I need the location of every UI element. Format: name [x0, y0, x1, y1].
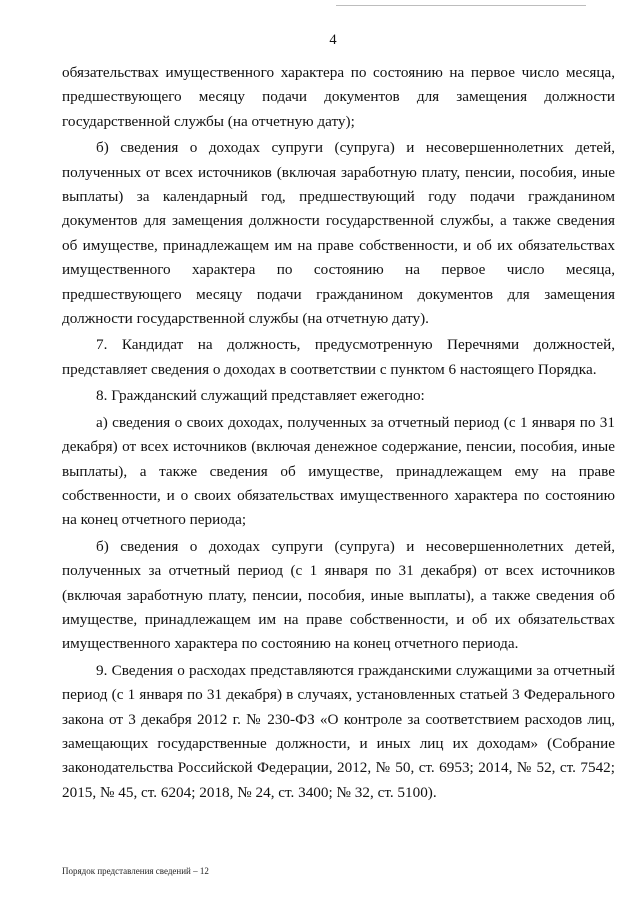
paragraph-continuation: обязательствах имущественного характера по состоянию на первое число месяца, предшествующего месяцу подачи документов для замещения должности государственной службы (на отчетную дату);	[62, 64, 615, 130]
paragraph-8-civil-servant: 8. Гражданский служащий представляет ежегодно:	[96, 387, 425, 405]
document-body	[62, 61, 615, 805]
paragraph-6b-spouse-income: б) сведения о доходах супруги (супруга) и несовершеннолетних детей, полученных от всех источников (включая заработную плату, пенсии, пособия, иные выплаты) за календарный год, предшествующий году подачи гражданином документов для замещения должности государственной службы, а также сведения об имуществе, принадлежащем им на праве собственности, и об их обязательствах имущественного характера по состоянию на первое число месяца, предшествующего месяцу подачи гражданином документов для замещения должности государственной службы (на отчетную дату).	[62, 139, 615, 328]
footer-note: Порядок представления сведений – 12	[62, 866, 209, 876]
paragraph-8a-own-income: а) сведения о своих доходах, полученных за отчетный период (с 1 января по 31 декабря) от всех источников (включая денежное содержание, пенсии, пособия, иные выплаты), а также сведения об имуществе, принадлежащем ему на праве собственности, и о своих обязательствах имущественного характера по состоянию на конец отчетного периода;	[62, 413, 615, 529]
paragraph-8b-spouse-income: б) сведения о доходах супруги (супруга) и несовершеннолетних детей, полученных за отчетный период (с 1 января по 31 декабря) от всех источников (включая заработную плату, пенсии, пособия, иные выплаты), а также сведения об имуществе, принадлежащем им на праве собственности, и об их обязательствах имущественного характера по состоянию на конец отчетного периода.	[62, 537, 615, 653]
paragraph-9-expenses: 9. Сведения о расходах представляются гражданскими служащими за отчетный период (с 1 января по 31 декабря) в случаях, установленных статьей 3 Федерального закона от 3 декабря 2012 г. № 230-ФЗ «О контроле за соответствием расходов лиц, замещающих государственные должности, и иных лиц их доходам» (Собрание законодательства Российской Федерации, 2012, № 50, ст. 6953; 2014, № 52, ст. 7542; 2015, № 45, ст. 6204; 2018, № 24, ст. 3400; № 32, ст. 5100).	[62, 661, 615, 801]
page-number: 4	[329, 32, 337, 48]
scan-edge-line	[336, 5, 586, 6]
paragraph-7-candidate: 7. Кандидат на должность, предусмотренную Перечнями должностей, представляет сведения о доходах в соответствии с пунктом 6 настоящего Порядка.	[62, 336, 615, 378]
